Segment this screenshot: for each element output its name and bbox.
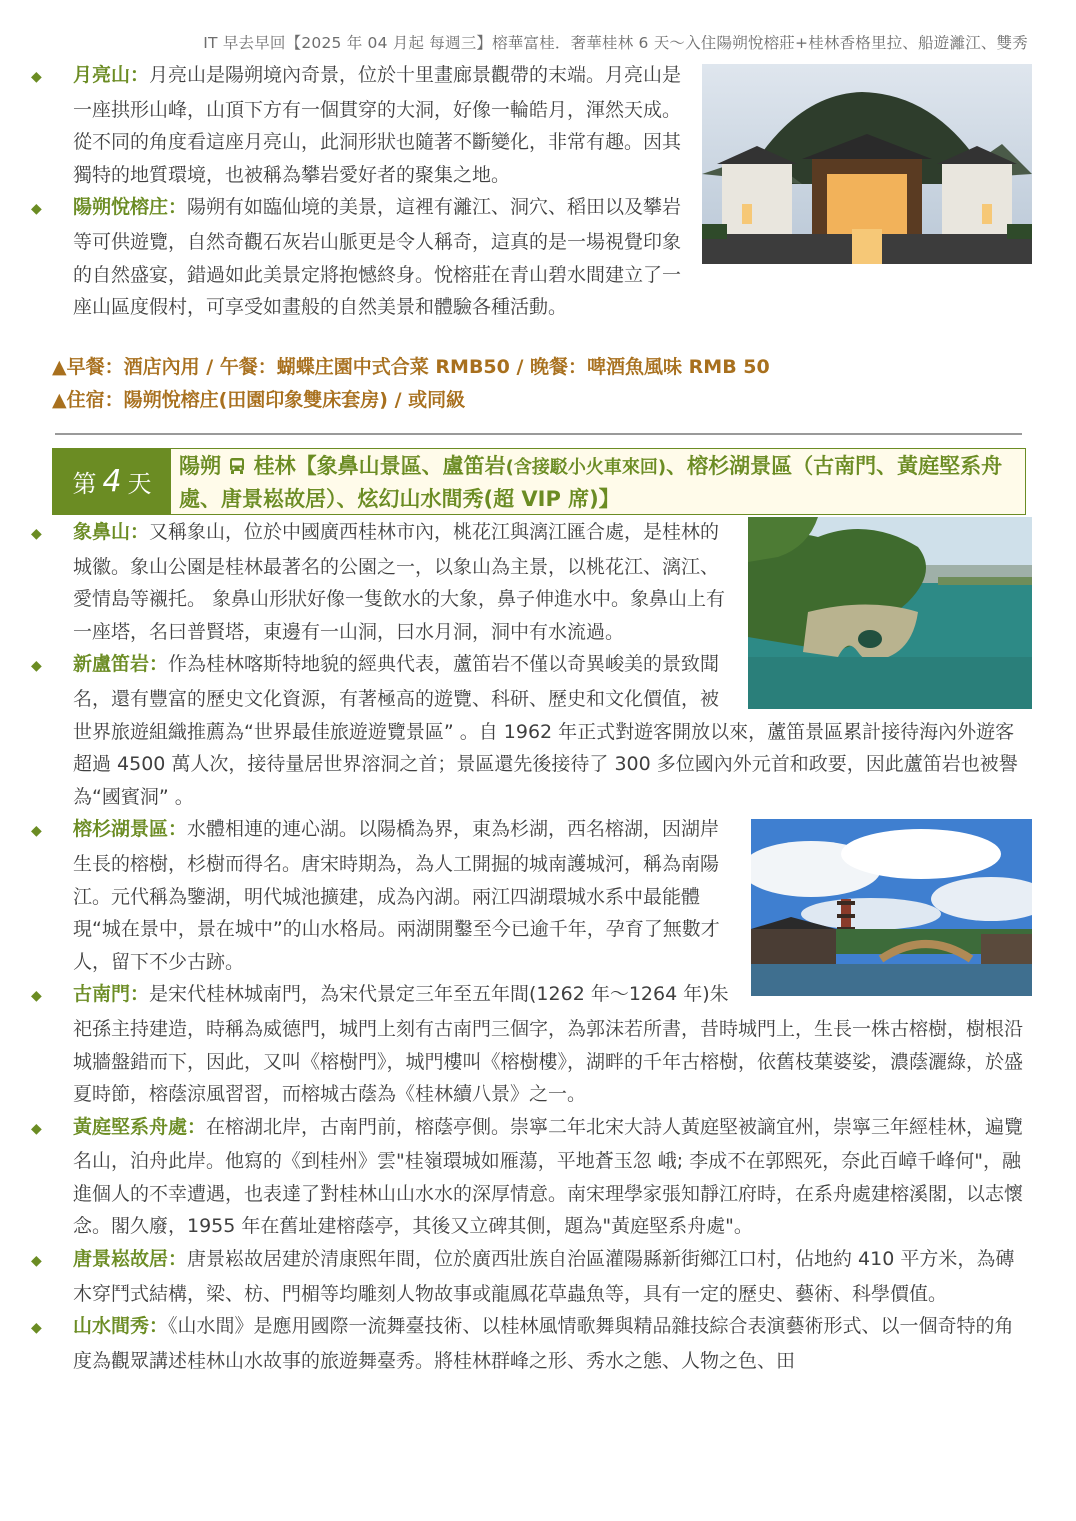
section-text: 水體相連的連心湖。以陽橋為界，東為杉湖，西名榕湖，因湖岸生長的榕樹，杉樹而得名。唐宋時期為，為人工開掘的城南護城河，稱為南陽江。元代稱為鑒湖，明代城池擴建，成為內湖。兩江四湖環城水系中最能體現“城在景中，景在城中”的山水格局。兩湖開鑿至今已逾千年，孕育了無數才人，留下不少古跡。 bbox=[73, 818, 720, 973]
diamond-bullet-icon: ◆ bbox=[31, 1320, 42, 1337]
route-from: 陽朔 bbox=[179, 454, 221, 478]
day-suffix: 天 bbox=[127, 470, 152, 498]
section-huang-tingjian-mooring bbox=[31, 1111, 1032, 1243]
section-text: 唐景崧故居建於清康熙年間，位於廣西壯族自治區灌陽縣新街鄉江口村，佔地約 410 平方米，為磚木穿鬥式結構，梁、枋、門楣等均雕刻人物故事或龍鳳花草蟲魚等，具有一定的歷史、藝術、科學價值。 bbox=[73, 1248, 1015, 1305]
diamond-bullet-icon: ◆ bbox=[31, 823, 42, 840]
banyan-tree-resort-photo bbox=[702, 64, 1032, 264]
section-ancient-south-gate bbox=[31, 978, 1032, 1110]
meals-line bbox=[52, 351, 770, 383]
route-text: 桂林【象鼻山景區、盧笛岩 bbox=[253, 454, 506, 478]
section-text: 《山水間》是應用國際一流舞臺技術、以桂林風情歌舞與精品雜技綜合表演藝術形式、以一個奇特的角度為觀眾講述桂林山水故事的旅遊舞臺秀。將桂林群峰之形、秀水之態、人物之色、田 bbox=[73, 1315, 1014, 1372]
section-title: 黃庭堅系舟處： bbox=[73, 1115, 207, 1138]
diamond-bullet-icon: ◆ bbox=[31, 988, 42, 1005]
page-header: IT 早去早回【2025 年 04 月起 每週三】榕華富桂．奢華桂林 6 天～入住陽朔悅榕莊+桂林香格里拉、船遊灕江、雙秀 bbox=[203, 34, 1028, 52]
section-divider bbox=[55, 433, 1022, 435]
day-banner bbox=[52, 448, 1026, 515]
section-text: 陽朔有如臨仙境的美景，這裡有灕江、洞穴、稻田以及攀岩等可供遊覽，自然奇觀石灰岩山脈更是令人稱奇，這真的是一場視覺印象的自然盛宴，錯過如此美景定將抱憾終身。悅榕莊在青山碧水間建立了一座山區度假村，可享受如畫般的自然美景和體驗各種活動。 bbox=[73, 196, 682, 319]
bus-icon bbox=[228, 453, 246, 484]
section-top bbox=[31, 59, 1032, 324]
lodging-text: 住宿：陽朔悅榕庄(田園印象雙床套房) / 或同級 bbox=[66, 389, 466, 411]
diamond-bullet-icon: ◆ bbox=[31, 69, 42, 85]
diamond-bullet-icon: ◆ bbox=[31, 658, 42, 675]
diamond-bullet-icon: ◆ bbox=[31, 1120, 42, 1137]
section-text: 在榕湖北岸，古南門前，榕蔭亭側。崇寧二年北宋大詩人黃庭堅被謫宜州，崇寧三年經桂林，遍覽名山，泊舟此岸。他寫的《到桂州》雲"桂嶺環城如雁蕩，平地蒼玉忽 峨; 李成不在郭熙死，奈此百嶂千峰何"，融進個人的不幸遭遇，也表達了對桂林山山水水的深厚情意。南宋理學家張知靜江府時，在系舟處建榕溪閣，以志懷念。閣久廢，1955 年在舊址建榕蔭亭，其後又立碑其側，題為"黃庭堅系舟處"。 bbox=[73, 1115, 1024, 1238]
section-title: 山水間秀： bbox=[73, 1315, 169, 1338]
triangle-bullet-icon: ▲ bbox=[52, 389, 67, 411]
day-number: 4 bbox=[102, 464, 122, 499]
triangle-bullet-icon: ▲ bbox=[52, 356, 67, 378]
route-text-cont: 、榕杉湖景區（古南門、黃庭堅系舟處、唐景崧故居）、炫幻山水間秀(超 VIP 席)】 bbox=[179, 454, 1003, 511]
day-prefix: 第 bbox=[72, 470, 97, 498]
lodging-line bbox=[52, 384, 465, 416]
section-text: 又稱象山，位於中國廣西桂林市內，桃花江與漓江匯合處，是桂林的城徽。象山公園是桂林最著名的公園之一，以象山為主景，以桃花江、漓江、愛情島等襯托。 象鼻山形狀好像一隻飲水的大象，鼻子伸進水中。象鼻山上有一座塔，名曰普賢塔，東邊有一山洞，曰水月洞，洞中有水流過。 bbox=[73, 521, 726, 643]
day-route-title bbox=[179, 451, 1017, 515]
rong-shan-lake-photo bbox=[751, 819, 1032, 996]
section-text: 作為桂林喀斯特地貌的經典代表，蘆笛岩不僅以奇異峻美的景致聞名，還有豐富的歷史文化資源，有著極高的遊覽、科研、歷史和文化價值，被世界旅遊組織推薦為“世界最佳旅遊遊覽景區” 。自 1962 年正式對遊客開放以來，蘆笛景區累計接待海內外遊客超過 4500 萬人次，接待量居世界溶洞之首；景區還先後接待了 300 多位國內外元首和政要，因此蘆笛岩也被譽為“國賓洞” 。 bbox=[73, 653, 1018, 808]
section-day4 bbox=[31, 516, 1032, 1377]
section-title: 象鼻山： bbox=[73, 521, 150, 543]
diamond-bullet-icon: ◆ bbox=[31, 1253, 42, 1270]
section-title: 新盧笛岩： bbox=[73, 653, 169, 676]
section-text: 是宋代桂林城南門，為宋代景定三年至五年間(1262 年～1264 年)朱祀孫主持建造，時稱為威德門，城門上刻有古南門三個字，為郭沫若所書，昔時城門上，生長一株古榕樹，樹根沿城牆盤錯而下，因此，又叫《榕樹門》，城門樓叫《榕樹樓》，湖畔的千年古榕樹，依舊枝葉婆娑，濃蔭灑綠，於盛夏時節，榕蔭涼風習習，而榕城古蔭為《桂林續八景》之一。 bbox=[73, 983, 1024, 1106]
diamond-bullet-icon: ◆ bbox=[31, 201, 42, 218]
section-text: 月亮山是陽朔境內奇景，位於十里畫廊景觀帶的末端。月亮山是一座拱形山峰，山頂下方有一個貫穿的大洞，好像一輪皓月，渾然天成。從不同的角度看這座月亮山，此洞形狀也隨著不斷變化，非常有趣。因其獨特的地質環境，也被稱為攀岩愛好者的聚集之地。 bbox=[73, 64, 682, 186]
section-landscape-show bbox=[31, 1310, 1032, 1377]
section-title: 陽朔悅榕庄： bbox=[73, 196, 188, 219]
section-title: 月亮山： bbox=[73, 64, 150, 86]
section-title: 唐景崧故居： bbox=[73, 1248, 188, 1271]
route-note: (含接駁小火車來回) bbox=[505, 457, 667, 478]
diamond-bullet-icon: ◆ bbox=[31, 526, 42, 542]
section-title: 榕杉湖景區： bbox=[73, 818, 188, 841]
day-label bbox=[53, 449, 171, 514]
section-title: 古南門： bbox=[73, 983, 150, 1006]
elephant-trunk-hill-photo bbox=[748, 517, 1032, 709]
meals-text: 早餐：酒店內用 / 午餐：蝴蝶庄園中式合菜 RMB50 / 晚餐：啤酒魚風味 RMB 50 bbox=[66, 356, 770, 378]
section-tang-jingsong-residence bbox=[31, 1243, 1032, 1310]
